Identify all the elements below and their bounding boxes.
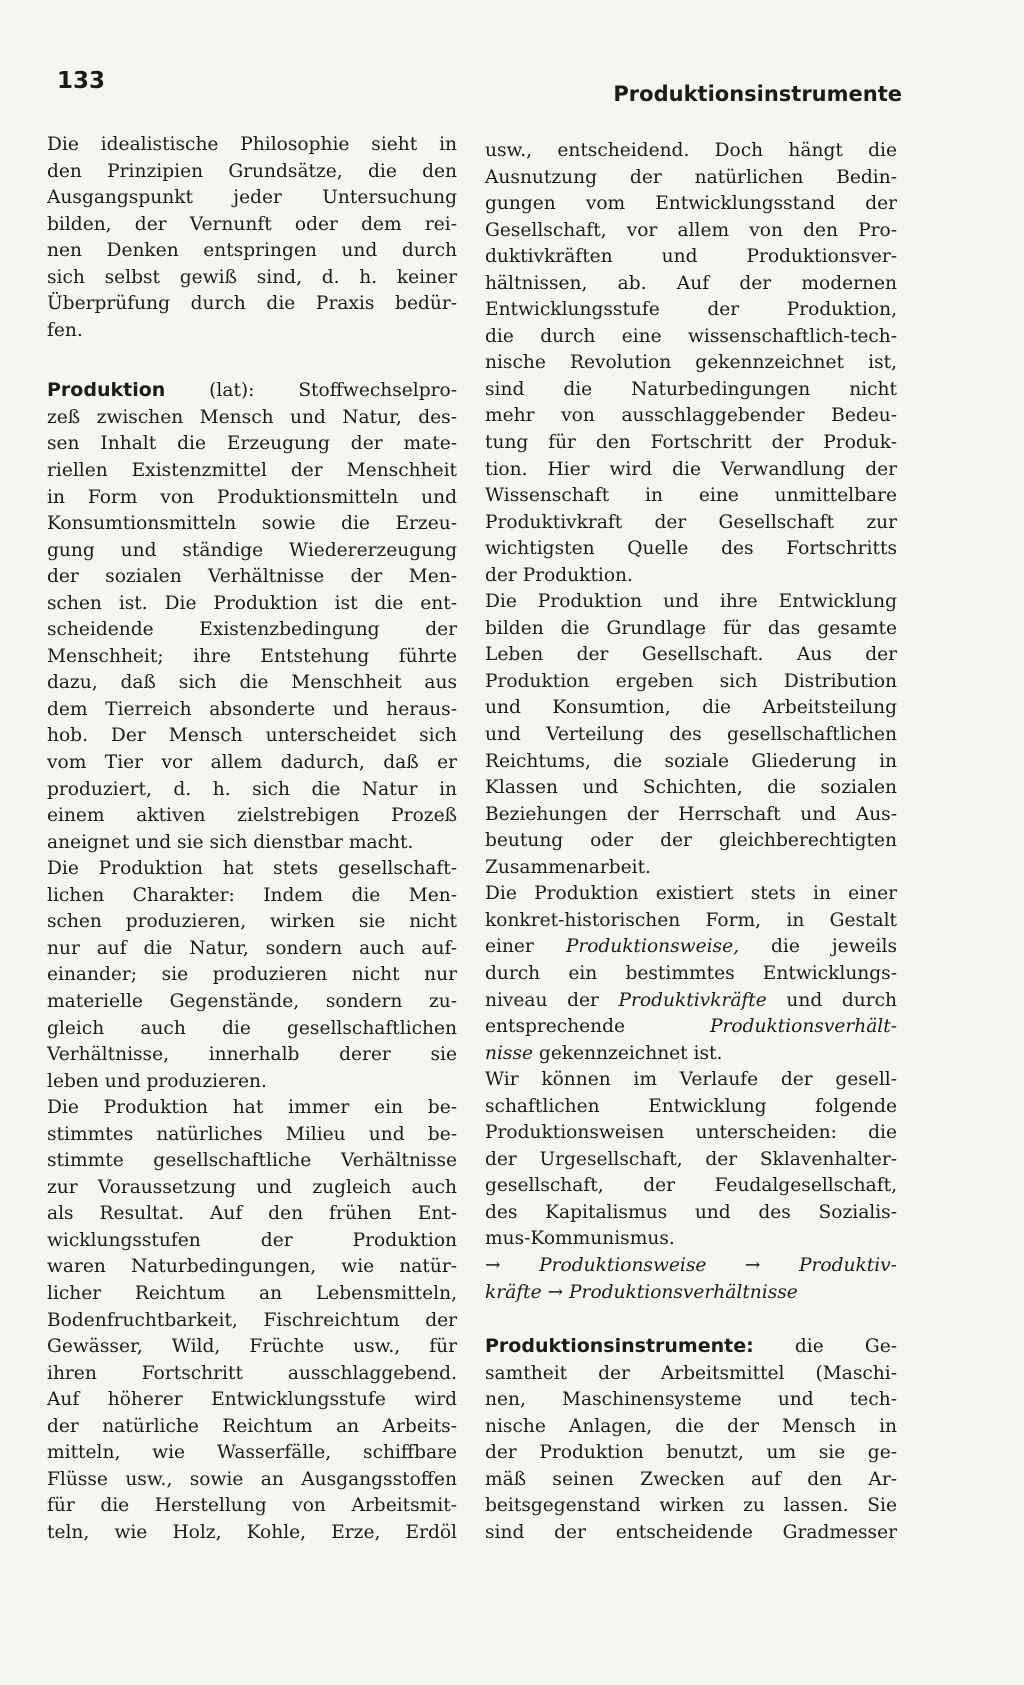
text-line: samtheit der Arbeitsmittel (Maschi-: [485, 1362, 897, 1384]
text-line: Die Produktion und ihre Entwicklung: [485, 591, 897, 613]
text-line: teln, wie Holz, Kohle, Erze, Erdöl: [47, 1521, 457, 1543]
text-line: Entwicklungsstufe der Produktion,: [485, 299, 897, 321]
text-line: mehr von ausschlaggebender Bedeu-: [485, 405, 897, 427]
text-line: fen.: [47, 319, 83, 341]
text-line: Überprüfung durch die Praxis bedür-: [47, 293, 457, 315]
italic-term: Produktionsweise,: [565, 936, 740, 958]
text-segment: niveau der: [485, 989, 619, 1011]
text-line: wichtigsten Quelle des Fortschritts: [485, 538, 897, 560]
entry-first-line: [485, 1333, 897, 1361]
text-line: mitteln, wie Wasserfälle, schiffbare: [47, 1442, 457, 1464]
entry-separator: [47, 344, 457, 377]
text-line: des Kapitalismus und des Sozialis-: [485, 1201, 897, 1223]
entry-term: Produktion: [47, 379, 166, 402]
arrow-right-icon: →: [744, 1254, 761, 1276]
text-line: durch ein bestimmtes Entwicklungs-: [485, 962, 897, 984]
text-line: bilden die Grundlage für das gesamte: [485, 617, 897, 639]
text-line: dazu, daß sich die Menschheit aus: [47, 672, 457, 694]
left-column: [47, 132, 457, 1546]
text-line: schen ist. Die Produktion ist die ent-: [47, 592, 457, 614]
text-line: leben und produzieren.: [47, 1070, 267, 1092]
grundlage-paragraph: [485, 589, 897, 881]
continuation-paragraph: [485, 138, 897, 589]
text-line: stimmte gesellschaftliche Verhältnisse: [47, 1150, 457, 1172]
text-line: der Urgesellschaft, der Sklavenhalter-: [485, 1148, 897, 1170]
text-line: Bodenfruchtbarkeit, Fischreichtum der: [47, 1309, 457, 1331]
italic-term: Produktivkräfte: [618, 989, 767, 1011]
text-line: mus-Kommunismus.: [485, 1228, 675, 1250]
entry-first-line-text: (lat): Stoffwechselpro-: [165, 380, 457, 402]
text-line: hältnissen, ab. Auf der modernen: [485, 272, 897, 294]
text-line: vom Tier vor allem dadurch, daß er: [47, 752, 457, 774]
text-line: schaftlichen Entwicklung folgende: [485, 1095, 897, 1117]
text-line: duktivkräften und Produktionsver-: [485, 246, 897, 268]
text-line: bilden, der Vernunft oder dem rei-: [47, 213, 457, 235]
text-line: lichen Charakter: Indem die Men-: [47, 884, 457, 906]
text-line: konkret-historischen Form, in Gestalt: [485, 909, 897, 931]
text-line: einander; sie produzieren nicht nur: [47, 964, 457, 986]
text-line: und Konsumtion, die Arbeitsteilung: [485, 697, 897, 719]
text-line: Die Produktion existiert stets in einer: [485, 883, 897, 905]
text-line: gesellschaft, der Feudalgesellschaft,: [485, 1175, 897, 1197]
text-line: Ausgangspunkt jeder Untersuchung: [47, 187, 457, 209]
intro-paragraph: [47, 132, 457, 344]
text-line: Wir können im Verlaufe der gesell-: [485, 1069, 897, 1091]
text-line: nen Denken entspringen und durch: [47, 240, 457, 262]
text-line: [485, 1014, 897, 1041]
text-line: Konsumtionsmitteln sowie die Erzeu-: [47, 513, 457, 535]
text-line: nische Anlagen, die der Mensch in: [485, 1415, 897, 1437]
text-line: gung und ständige Wiedererzeugung: [47, 539, 457, 561]
text-line: der Produktion.: [485, 564, 633, 586]
right-column: [485, 138, 897, 1546]
cross-ref-link[interactable]: Produktionsverhältnisse: [569, 1281, 798, 1303]
text-segment: die jeweils: [739, 936, 897, 958]
arrow-right-icon: →: [485, 1254, 501, 1276]
text-line: mäß seinen Zwecken auf den Ar-: [485, 1468, 897, 1490]
arrow-right-icon: →: [547, 1281, 564, 1303]
text-line: gungen vom Entwicklungsstand der: [485, 193, 897, 215]
text-line: sen Inhalt die Erzeugung der mate-: [47, 433, 457, 455]
text-line: für die Herstellung von Arbeitsmit-: [47, 1495, 457, 1517]
text-line: licher Reichtum an Lebensmitteln,: [47, 1282, 457, 1304]
text-line: Reichtums, die soziale Gliederung in: [485, 750, 897, 772]
text-line: einem aktiven zielstrebigen Prozeß: [47, 805, 457, 827]
text-line: Produktionsweisen unterscheiden: die: [485, 1122, 897, 1144]
text-line: stimmtes natürliches Milieu und be-: [47, 1123, 457, 1145]
text-line: Gesellschaft, vor allem von den Pro-: [485, 219, 897, 241]
text-line: sich selbst gewiß sind, d. h. keiner: [47, 266, 457, 288]
cross-ref-link[interactable]: Produktiv-: [799, 1254, 897, 1276]
text-line: zur Voraussetzung und zugleich auch: [47, 1176, 457, 1198]
text-line: Verhältnisse, innerhalb derer sie: [47, 1044, 457, 1066]
text-line: hob. Der Mensch unterscheidet sich: [47, 725, 457, 747]
text-segment: und durch: [766, 989, 897, 1011]
text-segment: einer: [485, 936, 566, 958]
text-line: schen produzieren, wirken sie nicht: [47, 911, 457, 933]
text-line: [485, 1041, 897, 1068]
text-line: nische Revolution gekennzeichnet ist,: [485, 352, 897, 374]
text-line: tion. Hier wird die Verwandlung der: [485, 458, 897, 480]
entry-produktion: [47, 377, 457, 1546]
text-line: tung für den Fortschritt der Produk-: [485, 432, 897, 454]
text-line: Die Produktion hat stets gesellschaft-: [47, 858, 457, 880]
text-line: [485, 988, 897, 1015]
entry-produktionsinstrumente: [485, 1333, 897, 1546]
cross-ref-link[interactable]: Produktionsweise: [539, 1254, 707, 1276]
text-line: gleich auch die gesellschaftlichen: [47, 1017, 457, 1039]
entry-separator: [485, 1306, 897, 1333]
entry-term: Produktionsinstrumente:: [485, 1335, 754, 1358]
text-line: Produktivkraft der Gesellschaft zur: [485, 511, 897, 533]
running-head: Produktionsinstrumente: [613, 82, 902, 106]
text-line: zeß zwischen Mensch und Natur, des-: [47, 406, 457, 428]
text-line: waren Naturbedingungen, wie natür-: [47, 1256, 457, 1278]
text-line: Beziehungen der Herrschaft und Aus-: [485, 803, 897, 825]
text-line: Die Produktion hat immer ein be-: [47, 1097, 457, 1119]
text-line: in Form von Produktionsmitteln und: [47, 486, 457, 508]
text-line: der sozialen Verhältnisse der Men-: [47, 566, 457, 588]
text-line: Die idealistische Philosophie sieht in: [47, 134, 457, 155]
weisen-paragraph: [485, 1067, 897, 1253]
text-line: produziert, d. h. sich die Natur in: [47, 778, 457, 800]
cross-references: [485, 1253, 897, 1306]
text-line: sind die Naturbedingungen nicht: [485, 378, 897, 400]
italic-term: Produktionsverhält-: [709, 1016, 897, 1038]
cross-ref-line: [485, 1253, 897, 1280]
text-line: Menschheit; ihre Entstehung führte: [47, 645, 457, 667]
text-line: als Resultat. Auf den frühen Ent-: [47, 1203, 457, 1225]
cross-ref-line: [485, 1280, 897, 1307]
text-line: die durch eine wissenschaftlich-tech-: [485, 325, 897, 347]
text-line: nen, Maschinensysteme und tech-: [485, 1389, 897, 1411]
text-line: und Verteilung des gesellschaftlichen: [485, 724, 897, 746]
text-line: nur auf die Natur, sondern auch auf-: [47, 937, 457, 959]
text-line: scheidende Existenzbedingung der: [47, 619, 457, 641]
text-line: Gewässer, Wild, Früchte usw., für: [47, 1336, 457, 1358]
entry-first-line-text: die Ge-: [753, 1336, 897, 1358]
text-line: [485, 934, 897, 961]
text-line: Produktion ergeben sich Distribution: [485, 670, 897, 692]
text-line: Flüsse usw., sowie an Ausgangsstoffen: [47, 1468, 457, 1490]
text-line: aneignet und sie sich dienstbar macht.: [47, 831, 414, 853]
text-line: materielle Gegenstände, sondern zu-: [47, 990, 457, 1012]
text-segment: entsprechende: [485, 1016, 710, 1038]
text-line: beutung oder der gleichberechtigten: [485, 830, 897, 852]
text-line: dem Tierreich absonderte und heraus-: [47, 698, 457, 720]
text-line: wicklungsstufen der Produktion: [47, 1229, 457, 1251]
text-line: der natürliche Reichtum an Arbeits-: [47, 1415, 457, 1437]
text-line: ihren Fortschritt ausschlaggebend.: [47, 1362, 457, 1384]
entry-first-line: [47, 377, 457, 405]
text-line: der Produktion benutzt, um sie ge-: [485, 1442, 897, 1464]
text-line: Zusammenarbeit.: [485, 856, 651, 878]
page-number: 133: [57, 68, 106, 94]
italic-term: nisse: [485, 1042, 534, 1064]
text-line: Wissenschaft in eine unmittelbare: [485, 485, 897, 507]
text-line: Leben der Gesellschaft. Aus der: [485, 644, 897, 666]
text-line: Ausnutzung der natürlichen Bedin-: [485, 166, 897, 188]
text-line: Auf höherer Entwicklungsstufe wird: [47, 1389, 457, 1411]
text-segment: gekennzeichnet ist.: [533, 1042, 723, 1064]
text-line: den Prinzipien Grundsätze, die den: [47, 160, 457, 182]
text-line: beitsgegenstand wirken zu lassen. Sie: [485, 1495, 897, 1517]
text-line: Klassen und Schichten, die sozialen: [485, 777, 897, 799]
cross-ref-link[interactable]: kräfte: [485, 1281, 542, 1303]
text-line: sind der entscheidende Gradmesser: [485, 1521, 897, 1543]
text-line: usw., entscheidend. Doch hängt die: [485, 140, 897, 161]
form-paragraph: [485, 881, 897, 1067]
text-line: riellen Existenzmittel der Menschheit: [47, 460, 457, 482]
